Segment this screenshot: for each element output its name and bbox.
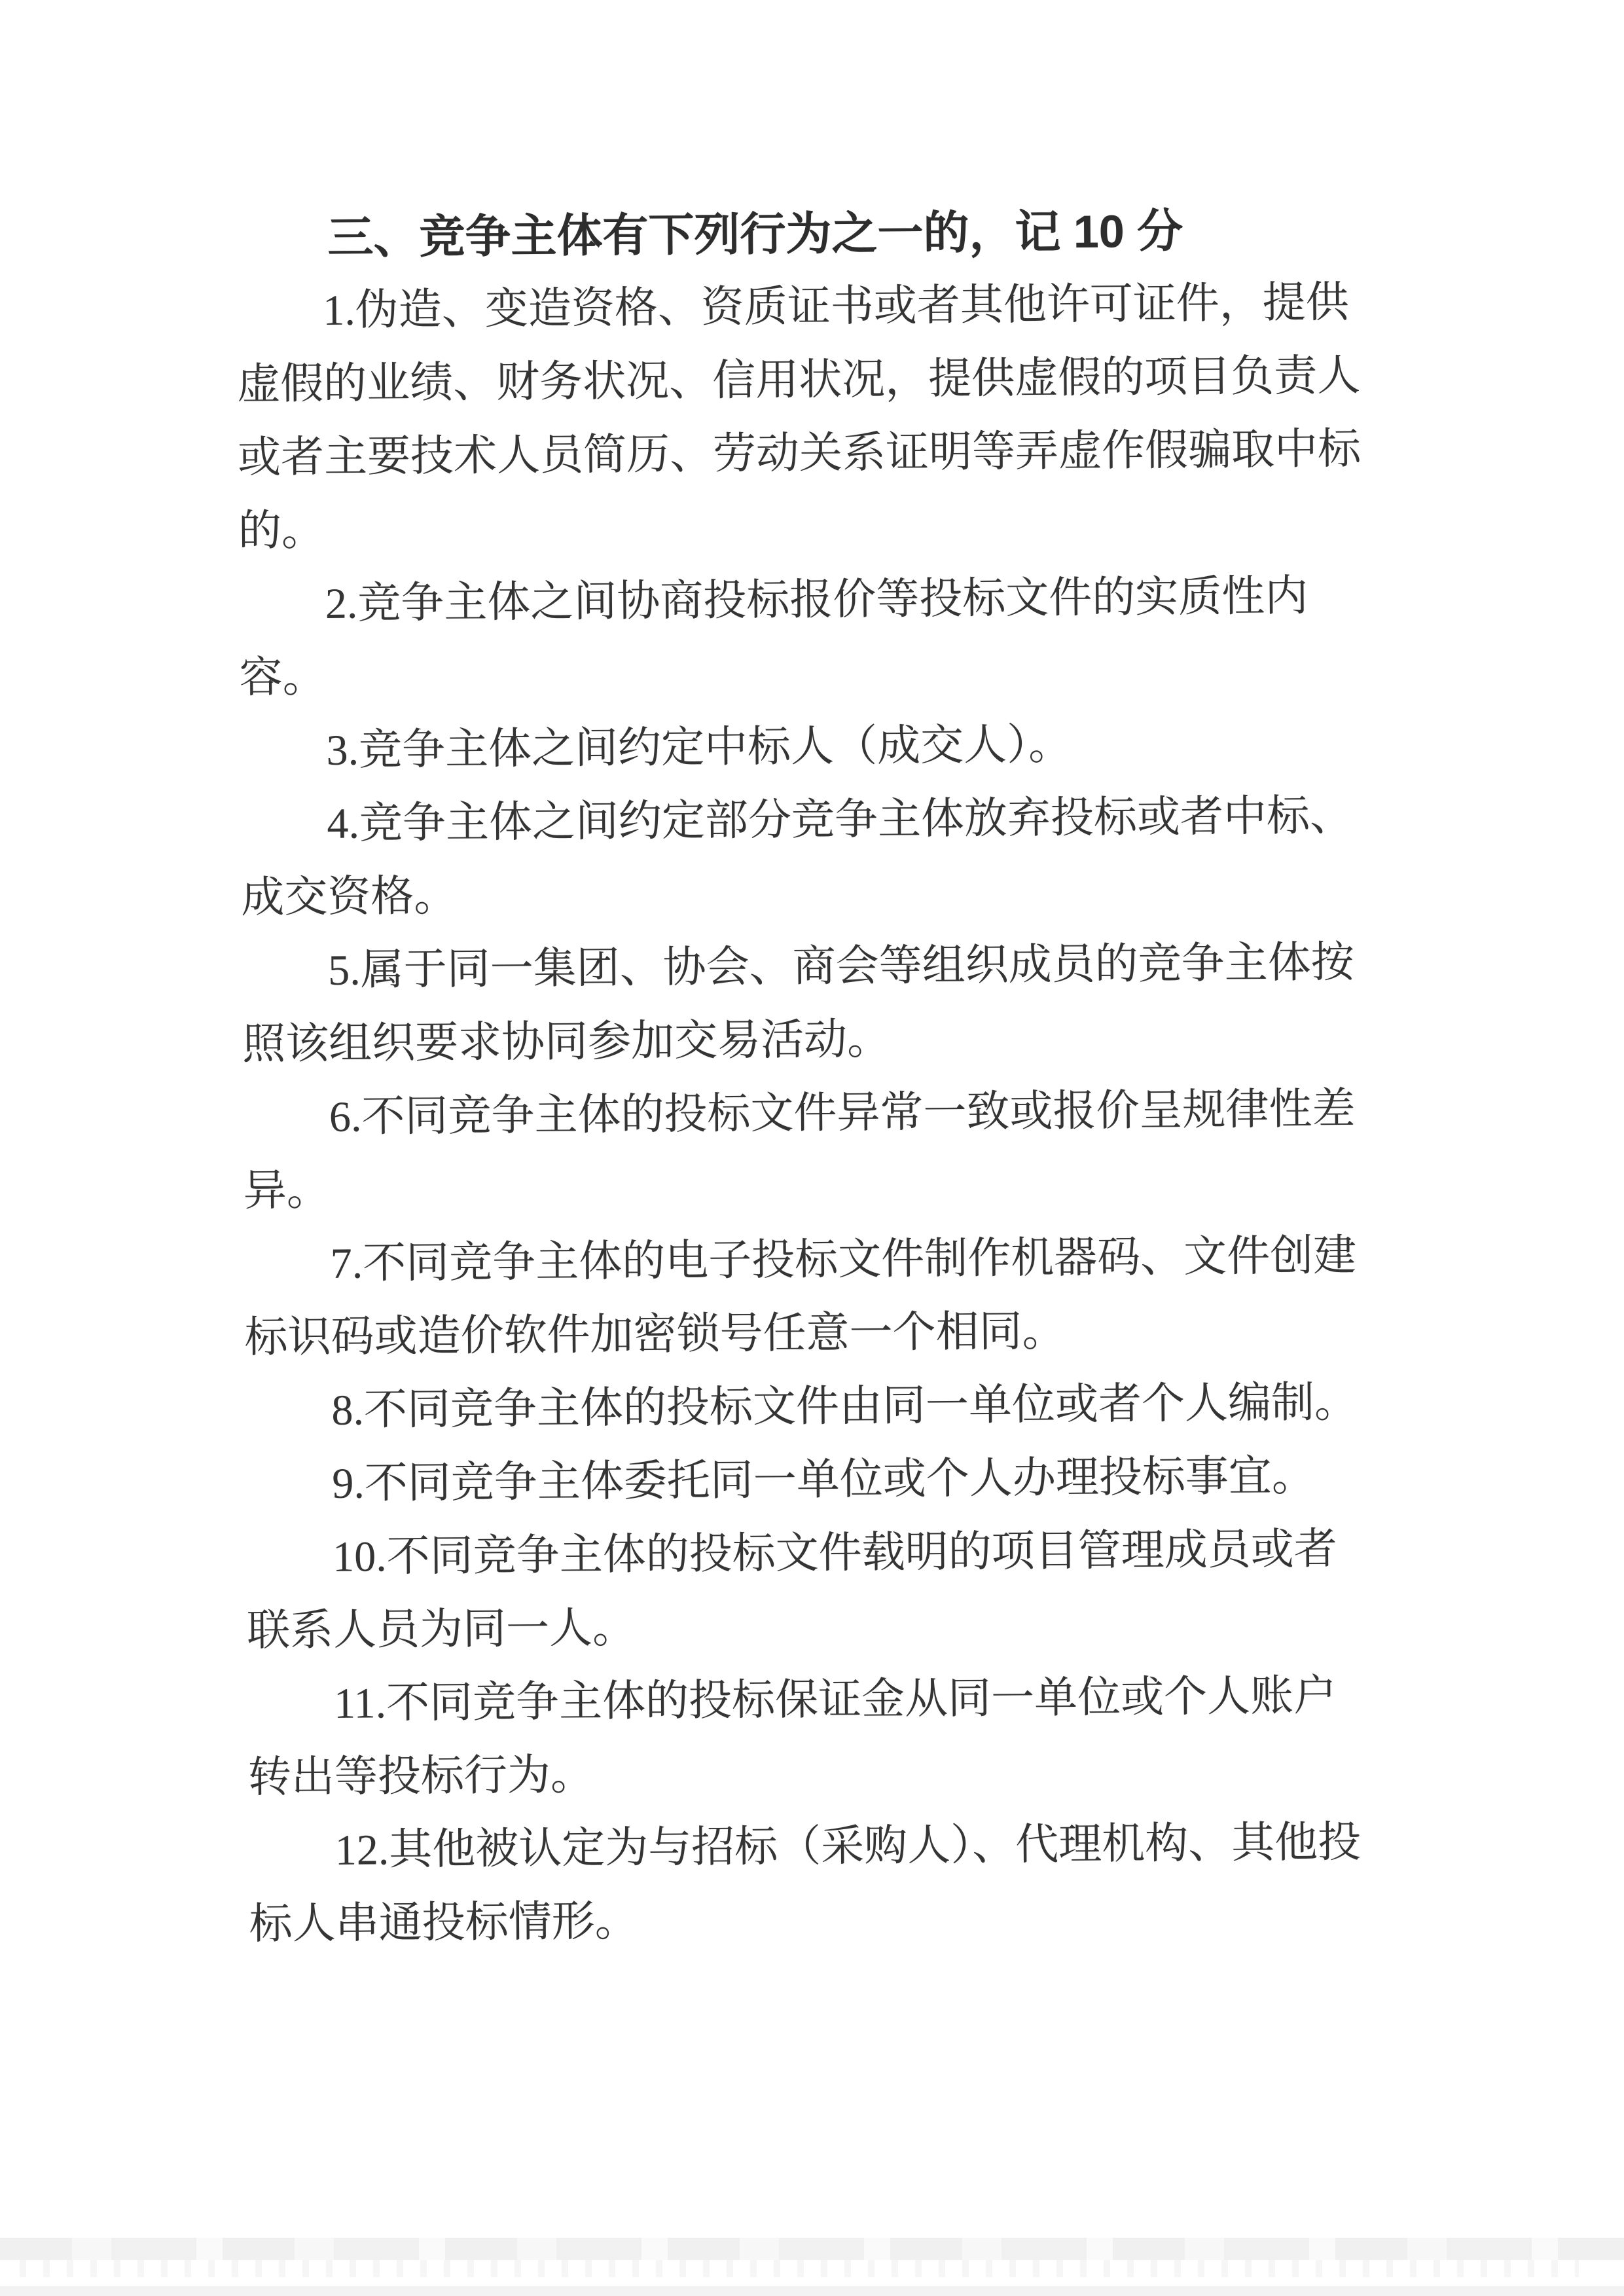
scan-artifact-band <box>0 2286 1624 2296</box>
list-item: 9.不同竞争主体委托同一单位或个人办理投标事宜。 <box>332 1452 1316 1508</box>
scan-artifact-band <box>20 2260 1579 2277</box>
list-item: 2.竞争主体之间协商投标报价等投标文件的实质性内 容。 <box>239 572 1308 702</box>
document-content <box>236 192 1388 1961</box>
list-item: 12.其他被认定为与招标（采购人）、代理机构、其他投 标人串通投标情形。 <box>249 1818 1362 1948</box>
list-item: 10.不同竞争主体的投标文件载明的项目管理成员或者 联系人员为同一人。 <box>246 1525 1338 1655</box>
list-item: 3.竞争主体之间约定中标人（成交人）。 <box>326 720 1072 774</box>
list-item: 5.属于同一集团、协会、商会等组织成员的竞争主体按 照该组织要求协同参加交易活动。 <box>242 938 1354 1068</box>
scan-artifact-band <box>0 2238 1624 2260</box>
list-item: 4.竞争主体之间约定部分竞争主体放弃投标或者中标、 成交资格。 <box>241 792 1354 922</box>
list-item: 11.不同竞争主体的投标保证金从同一单位或个人账户 转出等投标行为。 <box>247 1671 1337 1802</box>
list-item: 7.不同竞争主体的电子投标文件制作机器码、文件创建 标识码或造价软件加密锁号任意一个相同。 <box>244 1231 1357 1362</box>
section-heading: 三、竞争主体有下列行为之一的，记 10 分 <box>327 205 1183 263</box>
list-item: 6.不同竞争主体的投标文件异常一致或报价呈规律性差 异。 <box>243 1085 1356 1215</box>
list-item: 8.不同竞争主体的投标文件由同一单位或者个人编制。 <box>331 1378 1358 1434</box>
list-item: 1.伪造、变造资格、资质证书或者其他许可证件，提供 虚假的业绩、财务状况、信用状况，提供虚假的项目负责人 或者主要技术人员简历、劳动关系证明等弄虚作假骗取中标 的。 <box>236 278 1362 555</box>
